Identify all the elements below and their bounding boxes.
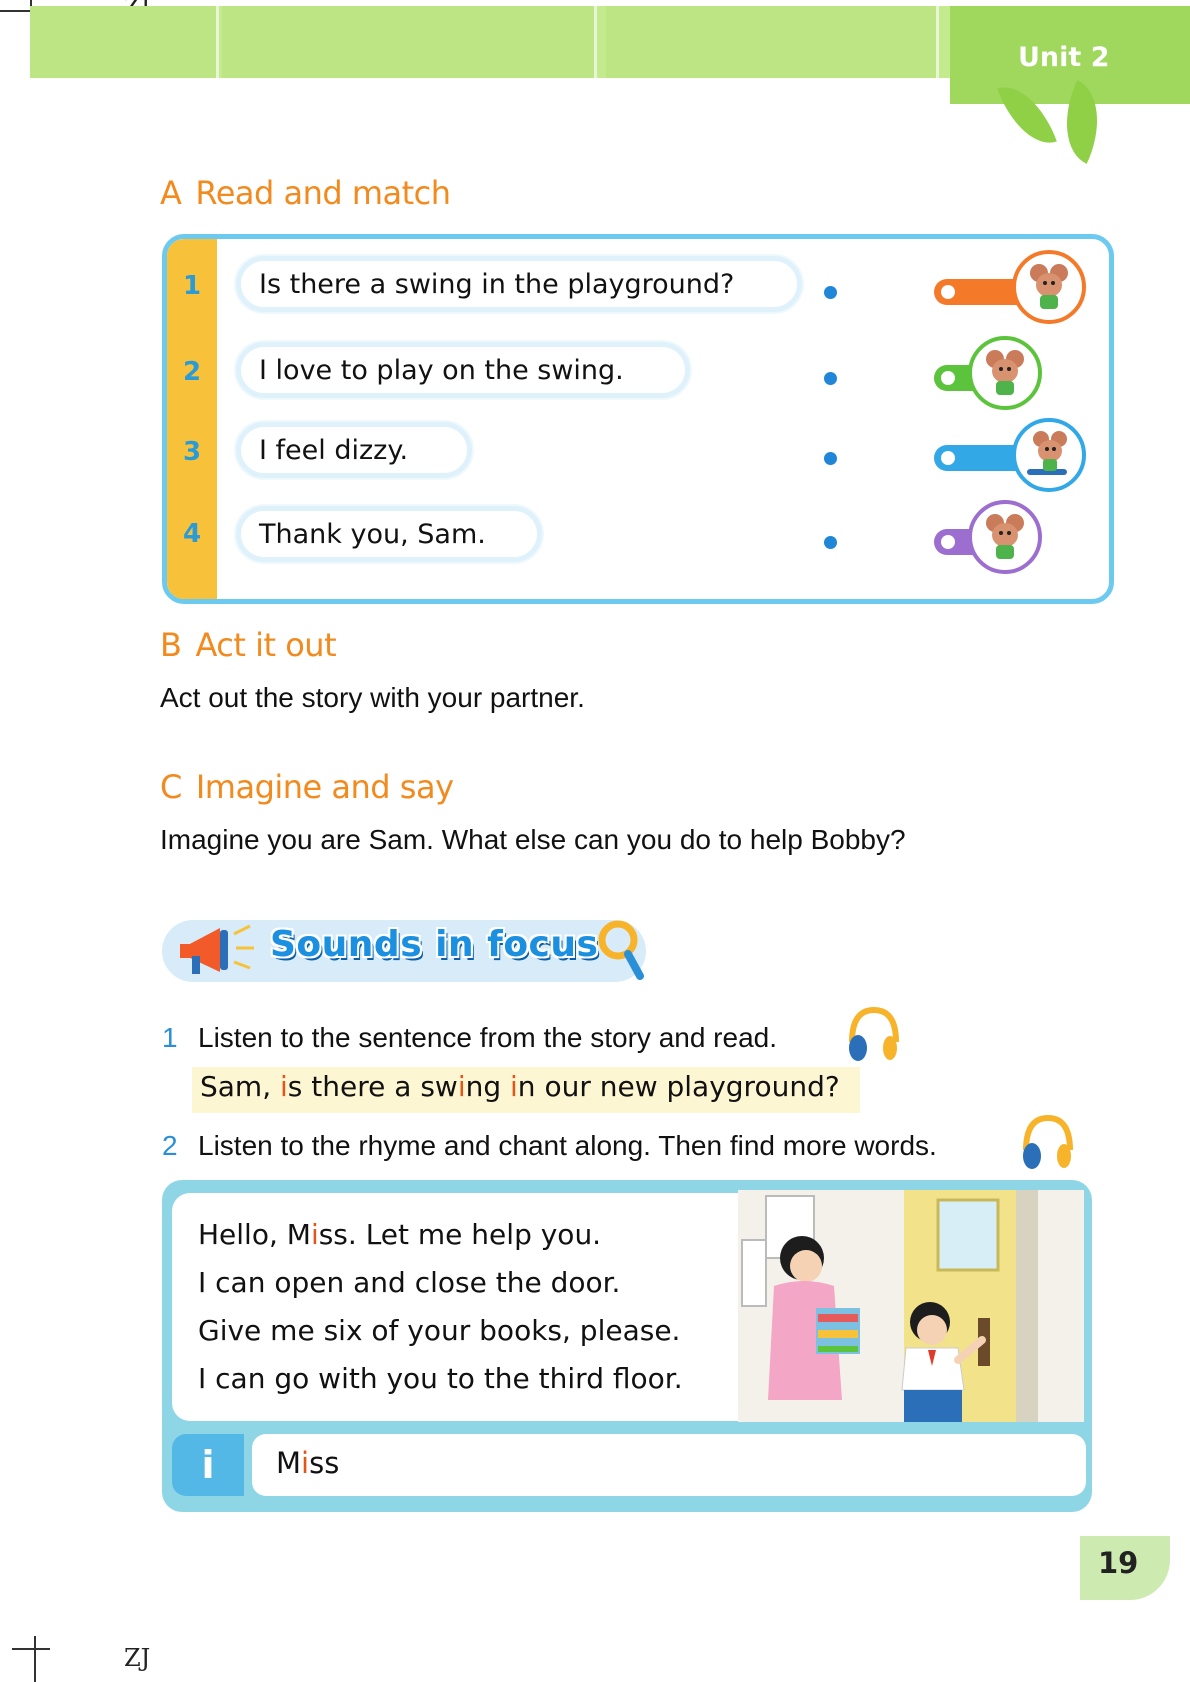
section-letter: C	[160, 768, 182, 806]
sentence-pill-3	[236, 422, 472, 478]
match-dot[interactable]	[824, 372, 837, 385]
sound-highlight: i	[301, 1446, 310, 1480]
section-b-instruction: Act out the story with your partner.	[160, 682, 585, 713]
headphones-icon[interactable]	[1018, 1110, 1076, 1174]
peg-hole	[941, 371, 955, 385]
header-segment	[606, 6, 939, 78]
crop-mark	[12, 1648, 50, 1650]
word-part: M	[276, 1446, 302, 1480]
magnifier-icon	[594, 916, 648, 982]
word-part: ss	[309, 1446, 340, 1480]
peg-hole	[941, 451, 955, 465]
mouse-icon	[977, 509, 1033, 565]
sound-highlight: i	[280, 1070, 288, 1103]
header-segment	[222, 6, 597, 78]
sentence-part: s there a sw	[287, 1070, 458, 1103]
header-segment	[30, 6, 219, 78]
megaphone-icon	[176, 916, 262, 986]
match-dot[interactable]	[824, 536, 837, 549]
rhyme-line: Give me six of your books, please.	[198, 1314, 681, 1347]
mouse-avatar-icon	[968, 336, 1042, 410]
section-b-title	[160, 626, 336, 664]
rhyme-part: Hello, M	[198, 1218, 311, 1251]
sentence-pill-2	[236, 342, 690, 398]
sounds-item-1-instruction: Listen to the sentence from the story and read.	[198, 1022, 778, 1053]
section-letter: A	[160, 174, 182, 212]
mouse-on-swing-icon	[1021, 427, 1077, 483]
match-dot[interactable]	[824, 452, 837, 465]
sentence-text: I love to play on the swing.	[259, 354, 624, 386]
sound-highlight: i	[457, 1070, 466, 1103]
section-a-title	[160, 174, 451, 212]
mouse-avatar-icon	[1012, 250, 1086, 324]
section-title-text: Read and match	[195, 174, 451, 212]
sentence-pill-1	[236, 256, 802, 312]
item-number: 1	[162, 1022, 178, 1053]
item-number: 4	[182, 519, 202, 549]
peg-hole	[941, 535, 955, 549]
item-number: 3	[182, 437, 202, 467]
unit-label: Unit 2	[1018, 42, 1110, 73]
mouse-avatar-icon	[1012, 418, 1086, 492]
info-icon-glyph: i	[201, 1443, 215, 1487]
sentence-part: ng	[465, 1070, 511, 1103]
sounds-in-focus-title: Sounds in focus	[270, 924, 599, 965]
word-bank-word	[276, 1446, 339, 1480]
peg-hole	[941, 285, 955, 299]
crop-mark	[34, 1636, 36, 1682]
mouse-avatar-icon	[968, 500, 1042, 574]
match-dot[interactable]	[824, 286, 837, 299]
word-bank-bar	[252, 1434, 1086, 1496]
sentence-text: Is there a swing in the playground?	[259, 268, 735, 300]
info-icon	[172, 1434, 244, 1496]
section-title-text: Imagine and say	[195, 768, 454, 806]
item-number: 2	[162, 1130, 178, 1161]
rhyme-line	[198, 1218, 601, 1251]
rhyme-line: I can go with you to the third floor.	[198, 1362, 683, 1395]
sentence-part: n our new playground?	[517, 1070, 840, 1103]
item-number: 2	[182, 357, 202, 387]
sentence-pill-4	[236, 506, 542, 562]
sentence-part: Sam,	[200, 1070, 281, 1103]
item-number: 1	[182, 271, 202, 301]
rhyme-line: I can open and close the door.	[198, 1266, 621, 1299]
section-c-instruction: Imagine you are Sam. What else can you do to help Bobby?	[160, 824, 906, 855]
rhyme-part: ss. Let me help you.	[318, 1218, 602, 1251]
section-c-title	[160, 768, 454, 806]
section-title-text: Act it out	[195, 626, 337, 664]
headphones-icon[interactable]	[844, 1002, 902, 1066]
sound-highlight: i	[510, 1070, 518, 1103]
story-sentence	[200, 1070, 840, 1103]
section-letter: B	[160, 626, 182, 664]
sentence-text: Thank you, Sam.	[259, 518, 486, 550]
sentence-text: I feel dizzy.	[259, 434, 409, 466]
page-number: 19	[1098, 1546, 1139, 1580]
sounds-item-2-instruction: Listen to the rhyme and chant along. Then find more words.	[198, 1130, 937, 1161]
teacher-and-boy-illustration	[738, 1190, 1084, 1422]
zj-mark-bottom: ZJ	[124, 1644, 151, 1672]
mouse-icon	[977, 345, 1033, 401]
sound-highlight: i	[310, 1218, 319, 1251]
mouse-icon	[1021, 259, 1077, 315]
